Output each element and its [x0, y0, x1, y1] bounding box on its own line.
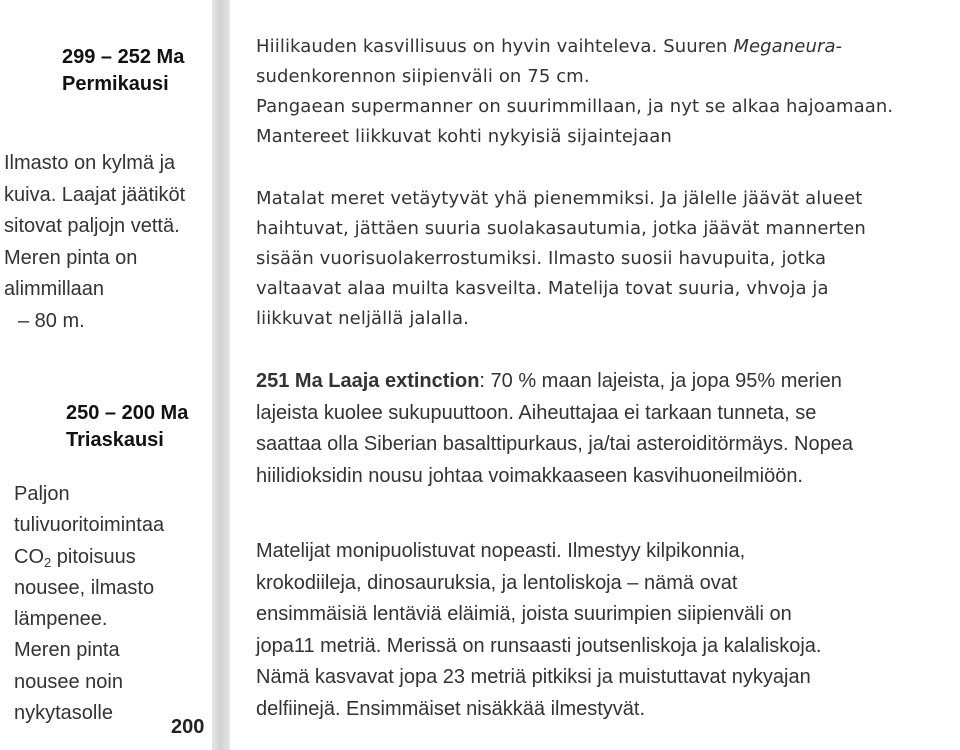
paragraph-line: Mantereet liikkuvat kohti nykyisiä sijaintejaan — [256, 126, 672, 147]
permian-note-line: sitovat paljojn vettä. — [4, 215, 180, 237]
permian-side-note — [4, 148, 214, 337]
permian-header — [62, 44, 184, 98]
paragraph-line: Matelijat monipuolistuvat nopeasti. Ilmestyy kilpikonnia, — [256, 540, 746, 562]
paragraph-line: delfiinejä. Ensimmäiset nisäkkää ilmestyvät. — [256, 697, 646, 720]
triassic-note-line: lämpenee. — [14, 608, 108, 631]
paragraph-line: hiilidioksidin nousu johtaa voimakkaaseen kasvihuoneilmiöön. — [256, 464, 803, 487]
meganeura-term: Meganeura — [733, 36, 836, 57]
triassic-range: 250 – 200 Ma — [66, 402, 189, 424]
permian-range: 299 – 252 Ma — [62, 46, 185, 68]
extinction-heading: 251 Ma Laaja extinction — [256, 370, 480, 392]
paragraph-line: Matalat meret vetäytyvät yhä pienemmiksi. Ja jälelle jäävät alueet — [256, 188, 863, 209]
permian-name: Permikausi — [62, 73, 169, 95]
triassic-note-line: tulivuoritoimintaa — [14, 514, 165, 537]
right-column — [256, 0, 956, 750]
timeline-bar — [212, 0, 230, 750]
triassic-note-line: nousee noin — [14, 670, 123, 693]
paragraph-line: krokodiileja, dinosauruksia, ja lentoliskoja – nämä ovat — [256, 571, 738, 594]
triassic-header — [66, 400, 188, 454]
triassic-note-line: nousee, ilmasto — [14, 576, 155, 599]
co2-label: CO — [14, 545, 44, 568]
extinction-paragraph — [256, 366, 956, 492]
permian-note-line: alimmillaan — [4, 278, 105, 300]
paragraph-line — [256, 366, 956, 398]
text-span: - — [835, 36, 843, 57]
permian-note-line: Meren pinta on — [4, 246, 138, 269]
paragraph-line: lajeista kuolee sukupuuttoon. Aiheuttajaa ei tarkaan tunneta, se — [256, 401, 817, 424]
paragraph-line: Pangaean supermanner on suurimmillaan, ja nyt se alkaa hajoamaan. — [256, 96, 894, 117]
permian-paragraph-1 — [256, 32, 956, 152]
permian-paragraph-2 — [256, 184, 956, 334]
co2-rest: pitoisuus — [51, 545, 136, 568]
triassic-paragraph — [256, 536, 956, 725]
triassic-note-line: Meren pinta — [14, 639, 120, 662]
paragraph-line — [256, 32, 956, 62]
left-column — [0, 0, 212, 750]
paragraph-line: sudenkorennon siipienväli on 75 cm. — [256, 66, 590, 87]
paragraph-line: haihtuvat, jättäen suuria suolakasautumia, jotka jäävät mannerten — [256, 218, 866, 239]
paragraph-line: ensimmäisiä lentäviä eläimiä, joista suurimpien siipienväli on — [256, 603, 792, 625]
triassic-name: Triaskausi — [66, 429, 164, 451]
triassic-note-co2-line — [14, 542, 209, 573]
triassic-note-line: nykytasolle — [14, 702, 113, 725]
permian-note-line: kuiva. Laajat jäätiköt — [4, 183, 186, 206]
co2-subscript: 2 — [44, 554, 52, 570]
triassic-note-line: Paljon — [14, 483, 70, 505]
paragraph-line: Nämä kasvavat jopa 23 metriä pitkiksi ja muistuttavat nykyajan — [256, 666, 811, 688]
paragraph-line: jopa11 metriä. Merissä on runsaasti joutsenliskoja ja kalaliskoja. — [256, 634, 822, 657]
permian-note-line: Ilmasto on kylmä ja — [4, 152, 176, 174]
text-span: : 70 % maan lajeista, ja jopa 95% merien — [479, 370, 842, 392]
paragraph-line: valtaavat alaa muilta kasveilta. Matelija tovat suuria, vhvoja ja — [256, 278, 829, 299]
paragraph-line: liikkuvat neljällä jalalla. — [256, 308, 469, 329]
paragraph-line: saattaa olla Siberian basalttipurkaus, ja/tai asteroiditörmäys. Nopea — [256, 433, 853, 455]
paragraph-line: sisään vuorisuolakerrostumiksi. Ilmasto suosii havupuita, jotka — [256, 248, 827, 269]
text-span: Hiilikauden kasvillisuus on hyvin vaihteleva. Suuren — [256, 36, 734, 57]
triassic-side-note — [14, 479, 209, 729]
permian-note-line: – 80 m. — [18, 309, 85, 332]
year-mark: 200 — [171, 716, 205, 738]
